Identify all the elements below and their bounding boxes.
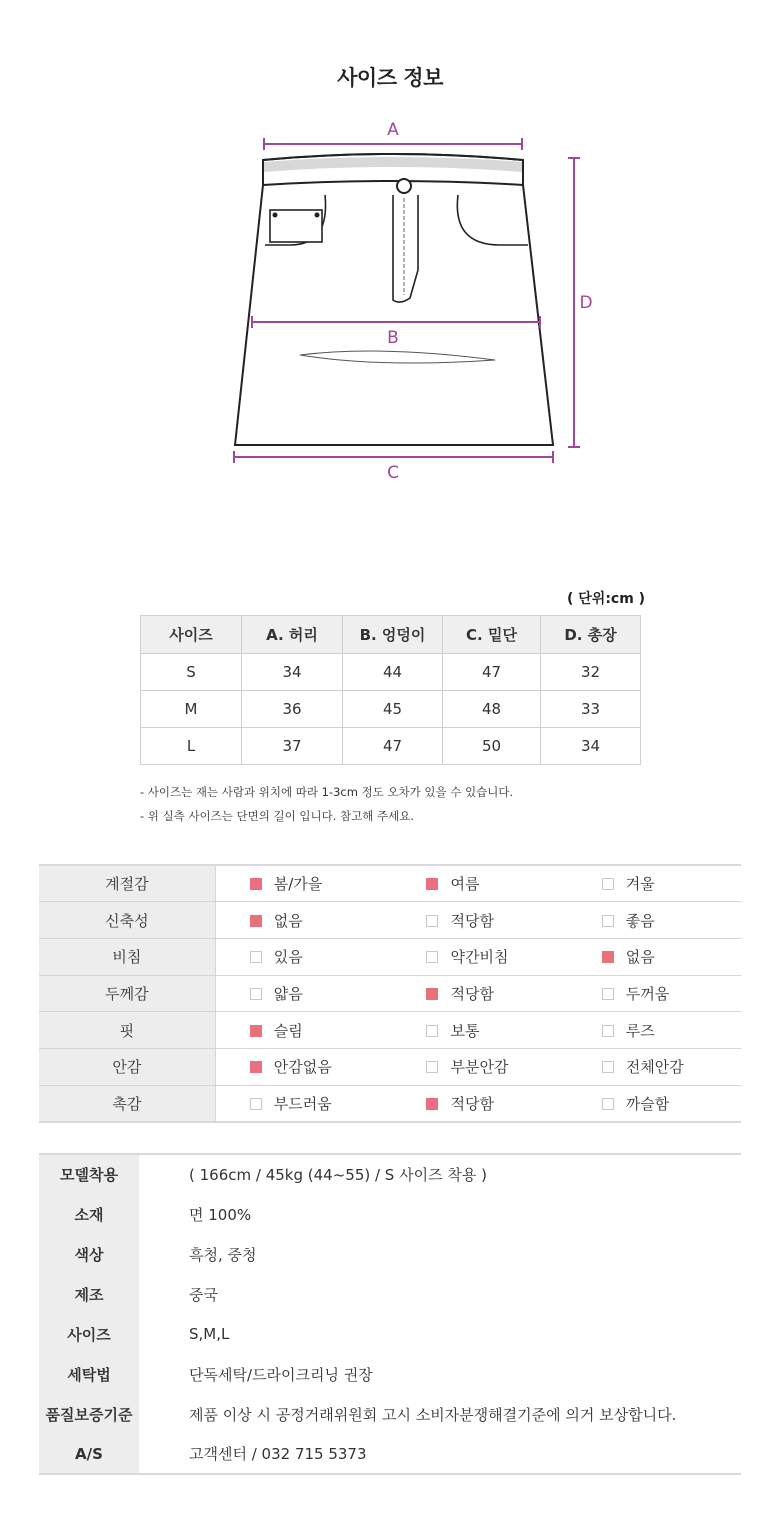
table-cell: L xyxy=(141,728,242,765)
attribute-option xyxy=(215,1012,390,1049)
info-value: 면 100% xyxy=(189,1205,252,1224)
checked-box-icon xyxy=(250,1061,262,1073)
info-row xyxy=(39,1434,741,1474)
info-row xyxy=(39,1274,741,1314)
header-waist: A. 허리 xyxy=(242,616,343,654)
option-label: 적당함 xyxy=(450,911,494,930)
unchecked-box-icon xyxy=(602,1061,614,1073)
option-label: 좋음 xyxy=(625,911,655,930)
unchecked-box-icon xyxy=(250,1098,262,1110)
option-label: 있음 xyxy=(273,948,303,967)
attribute-label: 촉감 xyxy=(39,1085,215,1122)
unchecked-box-icon xyxy=(602,1025,614,1037)
attribute-label: 핏 xyxy=(39,1012,215,1049)
attribute-option xyxy=(390,975,565,1012)
product-info-table xyxy=(39,1153,741,1475)
table-cell: 47 xyxy=(443,654,541,691)
info-row xyxy=(39,1234,741,1274)
attribute-option xyxy=(566,1085,741,1122)
info-row xyxy=(39,1394,741,1434)
info-row xyxy=(39,1354,741,1394)
attribute-option xyxy=(566,975,741,1012)
info-label: 소재 xyxy=(39,1194,139,1234)
attribute-option xyxy=(215,975,390,1012)
info-label: 제조 xyxy=(39,1274,139,1314)
table-cell: 50 xyxy=(443,728,541,765)
info-value: 고객센터 / 032 715 5373 xyxy=(189,1445,367,1463)
size-notes xyxy=(140,780,513,828)
attribute-option xyxy=(390,1085,565,1122)
option-label: 두꺼움 xyxy=(625,984,670,1003)
option-label: 얇음 xyxy=(273,984,303,1003)
option-label: 안감없음 xyxy=(273,1058,332,1077)
info-row xyxy=(39,1194,741,1234)
option-label: 없음 xyxy=(273,911,303,930)
checked-box-icon xyxy=(250,915,262,927)
unchecked-box-icon xyxy=(426,1025,438,1037)
attribute-row xyxy=(39,865,741,902)
attribute-option xyxy=(390,865,565,902)
table-cell: 37 xyxy=(242,728,343,765)
option-label: 보통 xyxy=(450,1021,480,1040)
unchecked-box-icon xyxy=(250,988,262,1000)
checked-box-icon xyxy=(426,988,438,1000)
table-cell: 32 xyxy=(541,654,641,691)
attribute-option xyxy=(390,1012,565,1049)
option-label: 여름 xyxy=(450,875,480,894)
attribute-label: 비침 xyxy=(39,938,215,975)
table-cell: S xyxy=(141,654,242,691)
info-value: 흑청, 중청 xyxy=(189,1245,257,1264)
option-label: 적당함 xyxy=(450,1094,494,1113)
option-label: 까슬함 xyxy=(625,1094,670,1113)
attribute-row xyxy=(39,1048,741,1085)
option-label: 전체안감 xyxy=(625,1058,684,1077)
attribute-option xyxy=(566,865,741,902)
attribute-option xyxy=(566,1012,741,1049)
unchecked-box-icon xyxy=(426,951,438,963)
checked-box-icon xyxy=(426,1098,438,1110)
info-value: S,M,L xyxy=(189,1325,230,1343)
attribute-option xyxy=(215,865,390,902)
option-label: 약간비침 xyxy=(450,948,509,967)
checked-box-icon xyxy=(426,878,438,890)
note-line: - 사이즈는 재는 사람과 위치에 따라 1-3cm 정도 오차가 있을 수 있습니다. xyxy=(140,785,514,799)
attribute-option xyxy=(390,1048,565,1085)
info-value: 제품 이상 시 공정거래위원회 고시 소비자분쟁해결기준에 의거 보상합니다. xyxy=(189,1405,677,1424)
attribute-option xyxy=(215,1085,390,1122)
attribute-option xyxy=(390,938,565,975)
info-label: 품질보증기준 xyxy=(39,1394,139,1434)
unchecked-box-icon xyxy=(602,878,614,890)
attribute-option xyxy=(566,938,741,975)
size-table-header-row xyxy=(141,616,641,654)
dimension-label-c: C xyxy=(387,463,399,483)
table-cell: 48 xyxy=(443,691,541,728)
attribute-row xyxy=(39,975,741,1012)
attribute-table xyxy=(39,864,741,1123)
option-label: 적당함 xyxy=(450,984,494,1003)
info-label: A/S xyxy=(39,1434,139,1474)
attribute-option xyxy=(566,902,741,939)
unit-label: ( 단위:cm ) xyxy=(567,591,646,607)
info-label: 사이즈 xyxy=(39,1314,139,1354)
attribute-option xyxy=(215,938,390,975)
table-cell: M xyxy=(141,691,242,728)
unchecked-box-icon xyxy=(426,915,438,927)
table-row xyxy=(141,691,641,728)
page-title: 사이즈 정보 xyxy=(337,66,443,90)
header-size: 사이즈 xyxy=(141,616,242,654)
attribute-row xyxy=(39,1085,741,1122)
attribute-option xyxy=(215,902,390,939)
info-label: 색상 xyxy=(39,1234,139,1274)
attribute-option xyxy=(390,902,565,939)
option-label: 겨울 xyxy=(625,875,655,894)
option-label: 없음 xyxy=(625,948,655,967)
note-line: - 위 실측 사이즈는 단면의 길이 입니다. 참고해 주세요. xyxy=(140,809,414,823)
header-hip: B. 엉덩이 xyxy=(343,616,443,654)
header-length: D. 총장 xyxy=(541,616,641,654)
table-cell: 47 xyxy=(343,728,443,765)
checked-box-icon xyxy=(250,1025,262,1037)
unchecked-box-icon xyxy=(602,988,614,1000)
attribute-option xyxy=(566,1048,741,1085)
info-value: ( 166cm / 45kg (44~55) / S 사이즈 착용 ) xyxy=(189,1166,487,1184)
info-row xyxy=(39,1154,741,1194)
dimension-label-b: B xyxy=(387,328,399,348)
skirt-size-diagram xyxy=(0,110,780,490)
dimension-label-d: D xyxy=(579,293,593,313)
option-label: 루즈 xyxy=(625,1021,655,1040)
unchecked-box-icon xyxy=(602,915,614,927)
table-row xyxy=(141,728,641,765)
table-cell: 44 xyxy=(343,654,443,691)
table-cell: 34 xyxy=(242,654,343,691)
attribute-label: 계절감 xyxy=(39,865,215,902)
table-row xyxy=(141,654,641,691)
option-label: 봄/가을 xyxy=(273,875,323,894)
attribute-label: 신축성 xyxy=(39,902,215,939)
attribute-row xyxy=(39,938,741,975)
checked-box-icon xyxy=(602,951,614,963)
unchecked-box-icon xyxy=(602,1098,614,1110)
attribute-label: 두께감 xyxy=(39,975,215,1012)
info-value: 중국 xyxy=(189,1285,218,1304)
checked-box-icon xyxy=(250,878,262,890)
skirt-illustration xyxy=(235,154,553,445)
attribute-row xyxy=(39,902,741,939)
option-label: 슬림 xyxy=(273,1021,303,1040)
option-label: 부분안감 xyxy=(450,1058,509,1077)
table-cell: 36 xyxy=(242,691,343,728)
dimension-label-a: A xyxy=(387,120,399,140)
size-table xyxy=(140,615,641,765)
info-label: 세탁법 xyxy=(39,1354,139,1394)
info-value: 단독세탁/드라이크리닝 권장 xyxy=(189,1365,373,1384)
table-cell: 33 xyxy=(541,691,641,728)
table-cell: 34 xyxy=(541,728,641,765)
info-row xyxy=(39,1314,741,1354)
unchecked-box-icon xyxy=(250,951,262,963)
unchecked-box-icon xyxy=(426,1061,438,1073)
table-cell: 45 xyxy=(343,691,443,728)
attribute-row xyxy=(39,1012,741,1049)
attribute-option xyxy=(215,1048,390,1085)
option-label: 부드러움 xyxy=(273,1094,332,1113)
attribute-label: 안감 xyxy=(39,1048,215,1085)
info-label: 모델착용 xyxy=(39,1154,139,1194)
header-hem: C. 밑단 xyxy=(443,616,541,654)
